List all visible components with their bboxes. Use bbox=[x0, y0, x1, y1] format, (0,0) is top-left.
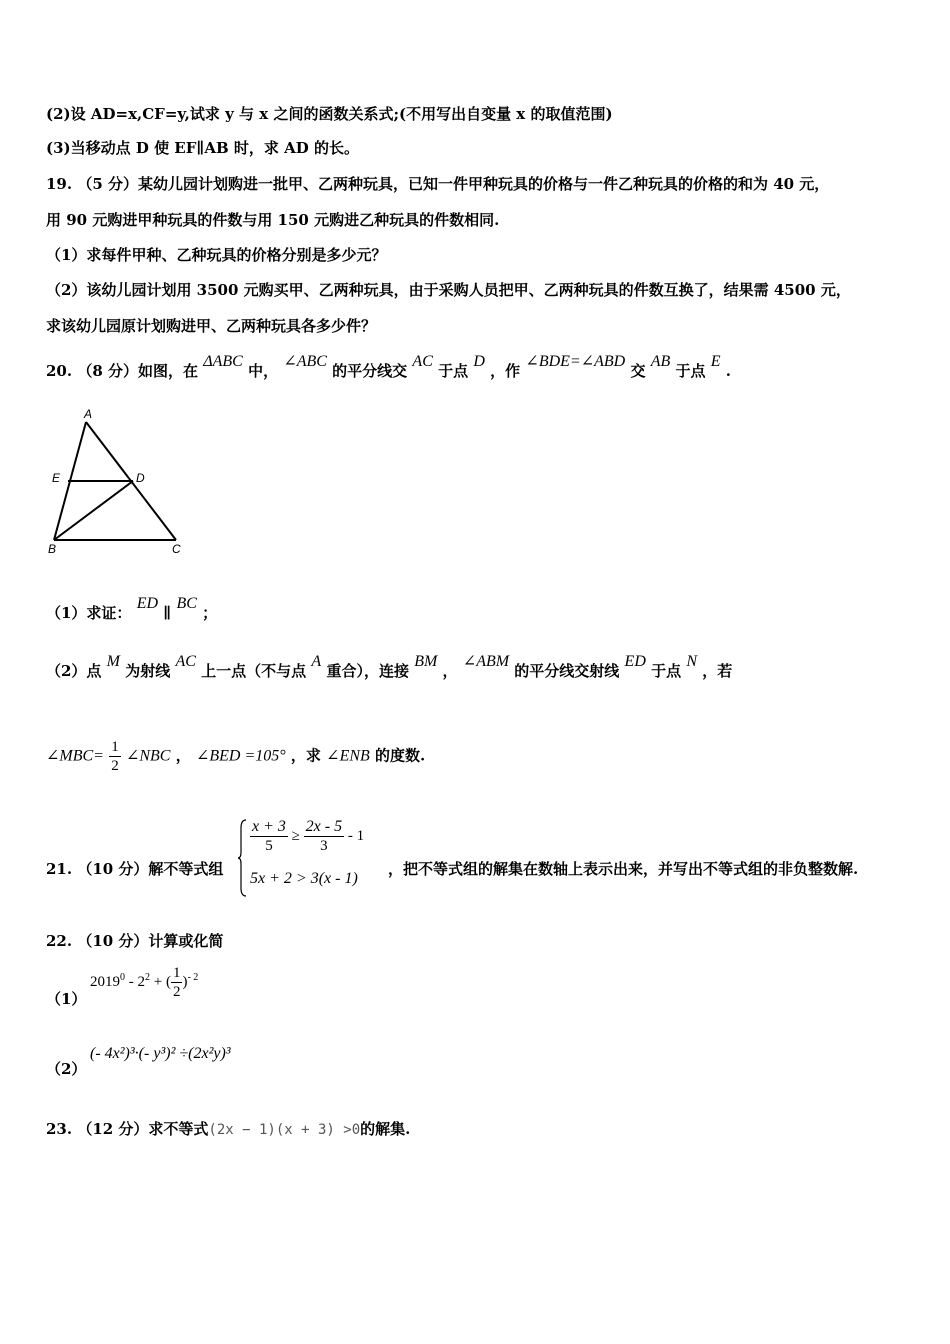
q20-text: 重合），连接 bbox=[326, 662, 409, 680]
q20-text: ，作 bbox=[490, 362, 521, 380]
q23-line bbox=[46, 1118, 410, 1139]
math-ed: ED bbox=[136, 595, 159, 612]
q19-part2-line2: 求该幼儿园原计划购进甲、乙两种玩具各多少件？ bbox=[46, 317, 377, 335]
fraction-denominator: 3 bbox=[320, 838, 328, 854]
q21-suffix: ，把不等式组的解集在数轴上表示出来，并写出不等式组的非负整数解. bbox=[388, 860, 859, 878]
brace-icon bbox=[238, 818, 248, 898]
q20-text: ； bbox=[202, 604, 218, 622]
expr-minus-2: - 2 bbox=[125, 973, 145, 990]
q23-prefix: 23. （12 分）求不等式 bbox=[46, 1120, 209, 1138]
exp-2: 2 bbox=[145, 971, 150, 983]
math-e: E bbox=[710, 353, 721, 370]
math-abc-triangle: ΔABC bbox=[203, 353, 243, 370]
q19-line2: 用 90 元购进甲种玩具的件数与用 150 元购进乙种玩具的件数相同. bbox=[46, 211, 500, 229]
q19-part2-line1: （2）该幼儿园计划用 3500 元购买甲、乙两种玩具，由于采购人员把甲、乙两种玩具的件数互换了，结果需 4500 元， bbox=[46, 281, 851, 299]
label-c: C bbox=[172, 542, 181, 556]
fraction-numerator: x + 3 bbox=[252, 818, 286, 835]
geq-symbol: ≥ bbox=[291, 827, 300, 844]
q23-inequality: (2x − 1)(x + 3) >0 bbox=[208, 1122, 361, 1138]
q20-text: ，求 bbox=[290, 746, 321, 765]
q20-text: . bbox=[725, 362, 731, 380]
label-d: D bbox=[136, 471, 145, 485]
fraction-numerator: 1 bbox=[172, 965, 181, 981]
label-e: E bbox=[52, 471, 61, 485]
math-bc: BC bbox=[176, 595, 197, 612]
fraction-half bbox=[109, 738, 121, 775]
expr-close-paren: ) bbox=[182, 973, 188, 990]
triangle-figure bbox=[40, 400, 200, 560]
math-ac: AC bbox=[175, 653, 196, 670]
q23-suffix: 的解集. bbox=[360, 1120, 411, 1138]
q20-text: ， bbox=[442, 662, 458, 680]
math-ac: AC bbox=[412, 353, 433, 370]
math-angle-abc: ∠ABC bbox=[283, 353, 327, 370]
q20-part2 bbox=[46, 653, 733, 681]
q20-text: 为射线 bbox=[125, 662, 171, 680]
inequality-system bbox=[238, 818, 388, 898]
math-ab: AB bbox=[650, 353, 671, 370]
inequality-row-1 bbox=[250, 818, 364, 855]
q20-text: 中， bbox=[248, 362, 279, 380]
q20-text: 于点 bbox=[651, 662, 682, 680]
math-angle-bde: ∠BDE=∠ABD bbox=[525, 353, 626, 370]
exp-neg-2: - 2 bbox=[187, 971, 199, 983]
q20-text: 于点 bbox=[438, 362, 469, 380]
q22-part1-expr bbox=[90, 964, 198, 1001]
q18-part3: (3)当移动点 D 使 EF∥AB 时，求 AD 的长。 bbox=[46, 139, 359, 157]
q20-text: 于点 bbox=[675, 362, 706, 380]
fraction-denominator: 5 bbox=[265, 838, 273, 854]
q22-part2-label: （2） bbox=[46, 1060, 87, 1078]
label-a: A bbox=[84, 407, 93, 421]
fraction-1 bbox=[250, 818, 288, 855]
math-angle-abm: ∠ABM bbox=[462, 653, 510, 670]
q20-part2-label: （2）点 bbox=[46, 662, 102, 680]
fraction-numerator: 1 bbox=[111, 739, 119, 755]
q19-line1: 19. （5 分）某幼儿园计划购进一批甲、乙两种玩具，已知一件甲种玩具的价格与一件乙种玩具的价格的和为 40 元， bbox=[46, 175, 830, 193]
math-d: D bbox=[473, 353, 485, 370]
math-ed: ED bbox=[624, 653, 646, 670]
fraction-numerator: 2x - 5 bbox=[305, 818, 343, 835]
expr-open-paren: + ( bbox=[150, 973, 171, 990]
expr-2019: 2019 bbox=[90, 973, 120, 990]
q20-part1-label: （1）求证： bbox=[46, 604, 132, 622]
q20-part1 bbox=[46, 595, 218, 623]
inequality-row-2: 5x + 2 > 3(x - 1) bbox=[250, 870, 358, 887]
q19-part1: （1）求每件甲种、乙种玩具的价格分别是多少元？ bbox=[46, 246, 387, 264]
q20-text: ， bbox=[175, 746, 191, 765]
q21-prefix: 21. （10 分）解不等式组 bbox=[46, 860, 224, 878]
q20-text: 的平分线交 bbox=[332, 362, 408, 380]
exp-0: 0 bbox=[120, 971, 125, 983]
math-m: M bbox=[106, 653, 120, 670]
fraction-denominator: 2 bbox=[111, 758, 119, 774]
q20-stem bbox=[46, 353, 731, 381]
math-angle-mbc: ∠MBC= bbox=[46, 747, 104, 765]
q20-text: 的平分线交射线 bbox=[514, 662, 620, 680]
math-angle-enb: ∠ENB bbox=[326, 747, 370, 765]
fraction-2 bbox=[304, 818, 344, 855]
q22-part2-expr: (- 4x²)³·(- y³)² ÷(2x²y)³ bbox=[90, 1045, 231, 1062]
parallel-symbol: ∥ bbox=[163, 604, 172, 622]
math-bm: BM bbox=[414, 653, 438, 670]
q20-text: ，若 bbox=[702, 662, 733, 680]
math-angle-bed: ∠BED =105° bbox=[195, 747, 286, 765]
minus-one: - 1 bbox=[347, 827, 365, 844]
math-angle-nbc: ∠NBC bbox=[125, 747, 171, 765]
q20-text: 交 bbox=[630, 362, 646, 380]
q20-text: 上一点（不与点 bbox=[201, 662, 307, 680]
q22-title: 22. （10 分）计算或化简 bbox=[46, 932, 224, 950]
segment-bd bbox=[54, 481, 133, 540]
fraction-denominator: 2 bbox=[172, 984, 181, 1000]
q20-prefix: 20. （8 分）如图，在 bbox=[46, 362, 198, 380]
math-a: A bbox=[311, 653, 322, 670]
fraction-half bbox=[171, 964, 183, 1001]
q22-part1-label: （1） bbox=[46, 990, 87, 1008]
q18-part2: (2)设 AD=x,CF=y,试求 y 与 x 之间的函数关系式;(不用写出自变量 x 的取值范围) bbox=[46, 105, 613, 123]
label-b: B bbox=[48, 542, 57, 556]
q20-condition bbox=[46, 738, 425, 775]
q20-text: 的度数. bbox=[375, 746, 426, 765]
math-n: N bbox=[686, 653, 698, 670]
